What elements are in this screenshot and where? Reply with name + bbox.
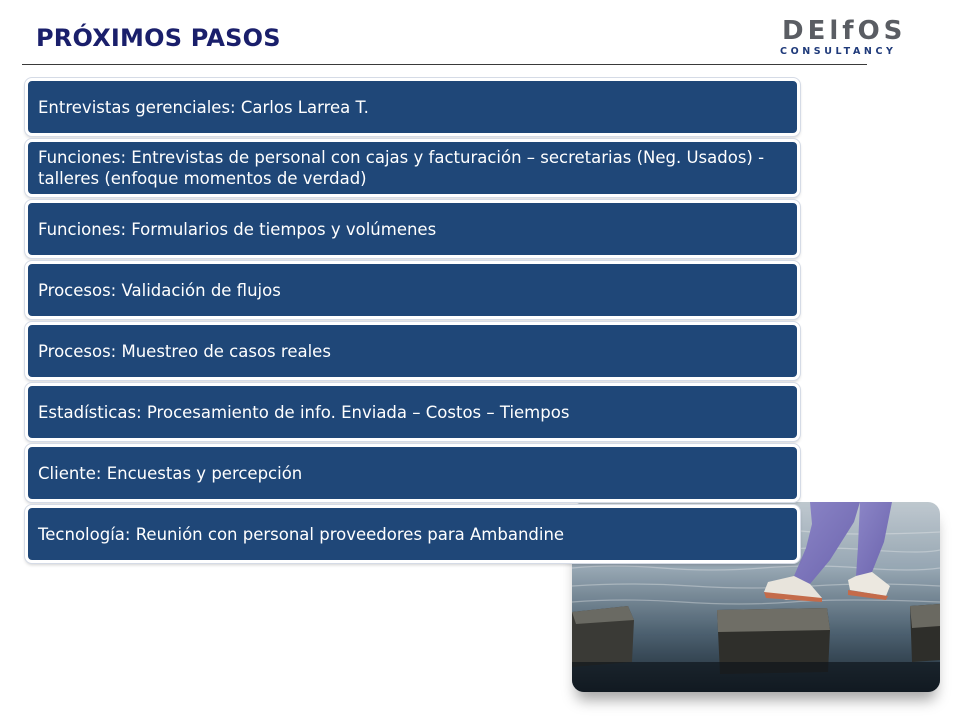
step-text: Tecnología: Reunión con personal proveedores para Ambandine [38,524,565,544]
delfos-logo [778,16,908,56]
step-client-surveys [25,444,800,502]
step-text: Estadísticas: Procesamiento de info. Enviada – Costos – Tiempos [38,402,570,422]
step-text: Cliente: Encuestas y percepción [38,463,303,483]
logo-name: DElfOS [782,16,907,46]
step-text: Procesos: Validación de flujos [38,280,281,300]
step-processes-sampling [25,322,800,380]
step-text: Procesos: Muestreo de casos reales [38,341,331,361]
header-divider [22,64,867,65]
step-functions-forms [25,200,800,258]
logo-subtitle: CONSULTANCY [780,46,897,57]
step-statistics [25,383,800,441]
step-functions-interviews [25,139,800,197]
page-title: PRÓXIMOS PASOS [36,24,281,52]
step-text: Funciones: Entrevistas de personal con cajas y facturación – secretarias (Neg. Usados) - talleres (enfoque momentos de verdad) [38,148,765,188]
step-processes-validation [25,261,800,319]
step-text: Entrevistas gerenciales: Carlos Larrea T. [38,97,369,117]
step-text: Funciones: Formularios de tiempos y volúmenes [38,219,437,239]
step-technology-meeting [25,505,800,563]
step-interviews-management [25,78,800,136]
